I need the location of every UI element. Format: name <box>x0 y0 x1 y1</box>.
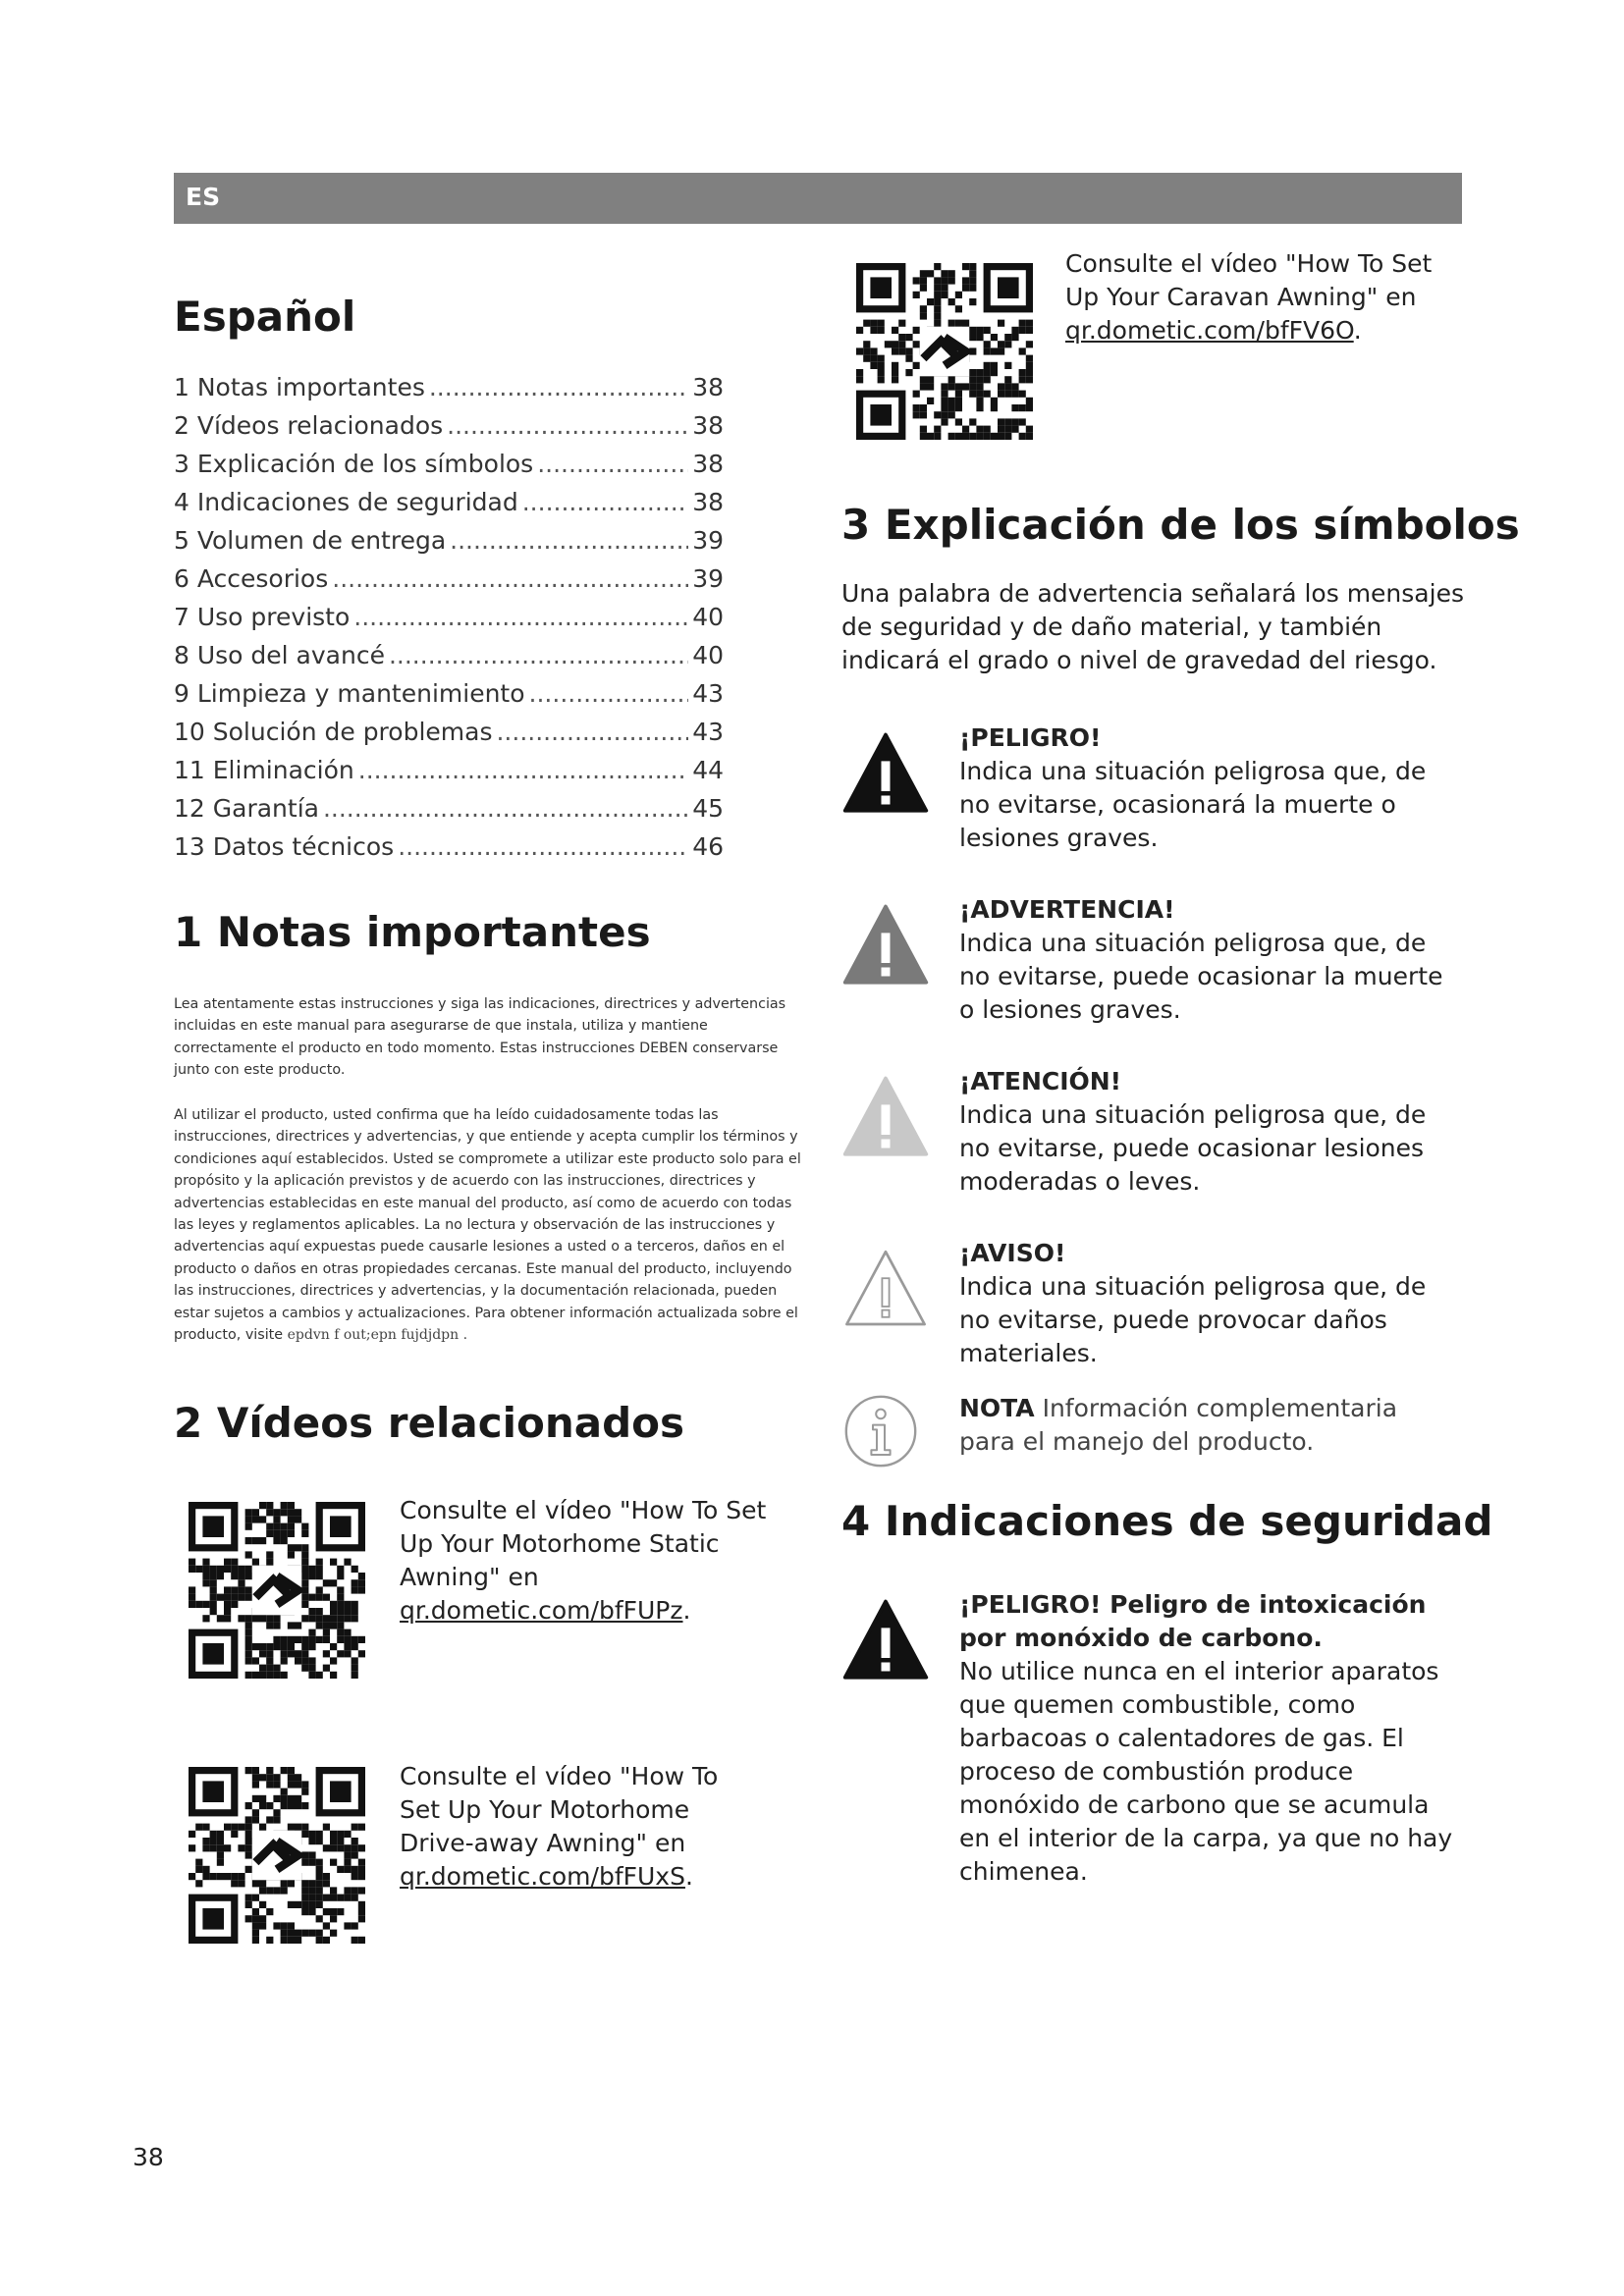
toc-leader-dots <box>398 832 688 861</box>
video-top-description: Consulte el vídeo "How To Set Up Your Caravan Awning" en <box>1065 249 1433 311</box>
toc-entry[interactable] <box>174 794 724 832</box>
toc-entry-title: 6 Accesorios <box>174 564 329 593</box>
caution-icon <box>841 1073 930 1161</box>
toc-entry-page: 44 <box>692 756 724 784</box>
toc-entry-title: 11 Eliminación <box>174 756 354 784</box>
toc-entry[interactable] <box>174 641 724 679</box>
toc-entry-title: 12 Garantía <box>174 794 319 823</box>
toc-entry-title: 8 Uso del avancé <box>174 641 385 669</box>
toc-entry-title: 1 Notas importantes <box>174 373 425 401</box>
danger-icon <box>841 1596 930 1684</box>
notice-icon <box>841 1245 930 1333</box>
section1-para2-text: Al utilizar el producto, usted confirma que ha leído cuidadosamente todas las instrucciones, directrices y advertencias, y que entiende y acepta cumplir los términos y condiciones aquí establecidos. Usted se compromete a utilizar este producto solo para el propósito y la aplicación previstos y de acuerdo con las instrucciones, directrices y advertencias establecidas en este manual del producto, así como de acuerdo con todas las leyes y reglamentos aplicables. La no lectura y observación de las instrucciones y advertencias aquí expuestas puede causarle lesiones a usted o a terceros, daños en el producto o daños en otras propiedades cercanas. Este manual del producto, incluyendo las instrucciones, directrices y advertencias, y la documentación relacionada, pueden estar sujetos a cambios y actualizaciones. Para obtener información actualizada sobre el producto, visite <box>174 1107 801 1344</box>
toc-leader-dots <box>429 373 688 401</box>
toc-leader-dots <box>450 526 688 555</box>
toc-entry[interactable] <box>174 564 724 603</box>
page-number: 38 <box>133 2143 164 2171</box>
toc-entry-page: 45 <box>692 794 724 823</box>
toc-leader-dots <box>332 564 688 593</box>
section1-heading: 1 Notas importantes <box>174 908 651 956</box>
toc-entry[interactable] <box>174 526 724 564</box>
toc-entry[interactable] <box>174 603 724 641</box>
video1-text <box>400 1494 792 1628</box>
section3-heading: 3 Explicación de los símbolos <box>841 501 1520 549</box>
toc-entry-page: 38 <box>692 373 724 401</box>
toc-entry-title: 10 Solución de problemas <box>174 718 493 746</box>
toc-entry-page: 43 <box>692 718 724 746</box>
symbol-notice-label: ¡AVISO! <box>959 1239 1066 1267</box>
toc-leader-dots <box>353 603 688 631</box>
symbol-caution-body <box>959 1065 1460 1199</box>
toc-entry[interactable] <box>174 373 724 411</box>
toc-entry[interactable] <box>174 679 724 718</box>
symbol-danger-label: ¡PELIGRO! <box>959 723 1102 752</box>
toc-leader-dots <box>358 756 688 784</box>
video2-text <box>400 1760 733 1894</box>
safety-danger-label: ¡PELIGRO! Peligro de intoxicación por monóxido de carbono. <box>959 1590 1427 1652</box>
symbol-notice-body <box>959 1237 1460 1370</box>
qr-code-drive-away-awning <box>189 1767 365 1944</box>
warning-icon <box>841 901 930 989</box>
section1-para2 <box>174 1104 802 1346</box>
video2-link[interactable]: qr.dometic.com/bfFUxS <box>400 1862 685 1891</box>
toc-leader-dots <box>529 679 689 708</box>
video-top-period: . <box>1353 316 1362 345</box>
section1-para1: Lea atentamente estas instrucciones y siga las indicaciones, directrices y advertencias incluidas en este manual para asegurarse de que instala, utiliza y mantiene correctamente el producto en todo momento. Estas instrucciones DEBEN conservarse junto con este producto. <box>174 996 786 1079</box>
video1-link[interactable]: qr.dometic.com/bfFUPz <box>400 1596 683 1625</box>
video1-description: Consulte el vídeo "How To Set Up Your Motorhome Static Awning" en <box>400 1496 767 1591</box>
symbol-warning-text: Indica una situación peligrosa que, de no evitarse, puede ocasionar la muerte o lesiones graves. <box>959 929 1443 1024</box>
note-text: Información complementaria para el manejo del producto. <box>959 1394 1398 1456</box>
language-tag: ES <box>186 183 221 211</box>
toc-leader-dots <box>537 450 688 478</box>
toc-entry-page: 38 <box>692 411 724 440</box>
section2-heading: 2 Vídeos relacionados <box>174 1399 685 1447</box>
product-url: epdvn f out;epn fujdjdpn . <box>287 1327 468 1344</box>
symbol-warning-body <box>959 893 1460 1027</box>
language-bar <box>174 173 1462 224</box>
symbol-danger-body <box>959 721 1460 855</box>
danger-icon <box>841 729 930 818</box>
symbol-caution-label: ¡ATENCIÓN! <box>959 1067 1122 1095</box>
video2-period: . <box>684 1862 693 1891</box>
video-top-text <box>1065 247 1438 347</box>
toc-entry-title: 2 Vídeos relacionados <box>174 411 444 440</box>
toc-entry[interactable] <box>174 411 724 450</box>
toc-entry-page: 43 <box>692 679 724 708</box>
toc-leader-dots <box>522 488 688 516</box>
toc-entry[interactable] <box>174 450 724 488</box>
toc-entry-page: 38 <box>692 488 724 516</box>
toc-entry[interactable] <box>174 832 724 871</box>
safety-danger-text: No utilice nunca en el interior aparatos que quemen combustible, como barbacoas o calentadores de gas. El proceso de combustión produce monóxido de carbono que se acumula en el interior de la carpa, ya que no hay chimenea. <box>959 1657 1453 1886</box>
safety-danger-body <box>959 1588 1460 1889</box>
video-top-link[interactable]: qr.dometic.com/bfFV6O <box>1065 316 1354 345</box>
info-icon <box>841 1392 920 1470</box>
video2-description: Consulte el vídeo "How To Set Up Your Motorhome Drive-away Awning" en <box>400 1762 719 1857</box>
toc-leader-dots <box>389 641 688 669</box>
note-label: NOTA <box>959 1394 1035 1422</box>
toc-entry-page: 39 <box>692 564 724 593</box>
symbol-notice-text: Indica una situación peligrosa que, de no evitarse, puede provocar daños materiales. <box>959 1272 1427 1367</box>
toc-leader-dots <box>447 411 688 440</box>
toc-entry-page: 40 <box>692 641 724 669</box>
section4-heading: 4 Indicaciones de seguridad <box>841 1497 1493 1545</box>
video1-period: . <box>682 1596 691 1625</box>
toc-entry-title: 13 Datos técnicos <box>174 832 395 861</box>
toc-entry-page: 40 <box>692 603 724 631</box>
toc-entry[interactable] <box>174 756 724 794</box>
toc-entry-page: 46 <box>692 832 724 861</box>
section3-intro: Una palabra de advertencia señalará los mensajes de seguridad y de daño material, y también indicará el grado o nivel de gravedad del riesgo. <box>841 579 1464 674</box>
page-title: Español <box>174 293 356 341</box>
toc-entry-title: 3 Explicación de los símbolos <box>174 450 534 478</box>
qr-code-caravan-awning <box>856 263 1033 440</box>
qr-code-static-awning <box>189 1502 365 1679</box>
symbol-note-body <box>959 1392 1460 1459</box>
toc-entry-page: 38 <box>692 450 724 478</box>
table-of-contents <box>174 373 724 871</box>
toc-entry-page: 39 <box>692 526 724 555</box>
toc-entry[interactable] <box>174 718 724 756</box>
toc-leader-dots <box>496 718 688 746</box>
symbol-danger-text: Indica una situación peligrosa que, de no evitarse, ocasionará la muerte o lesiones graves. <box>959 757 1427 852</box>
symbol-warning-label: ¡ADVERTENCIA! <box>959 895 1175 924</box>
toc-entry-title: 5 Volumen de entrega <box>174 526 447 555</box>
toc-entry[interactable] <box>174 488 724 526</box>
symbol-caution-text: Indica una situación peligrosa que, de no evitarse, puede ocasionar lesiones moderadas o leves. <box>959 1100 1427 1196</box>
toc-entry-title: 4 Indicaciones de seguridad <box>174 488 518 516</box>
toc-entry-title: 7 Uso previsto <box>174 603 351 631</box>
toc-leader-dots <box>323 794 688 823</box>
toc-entry-title: 9 Limpieza y mantenimiento <box>174 679 525 708</box>
